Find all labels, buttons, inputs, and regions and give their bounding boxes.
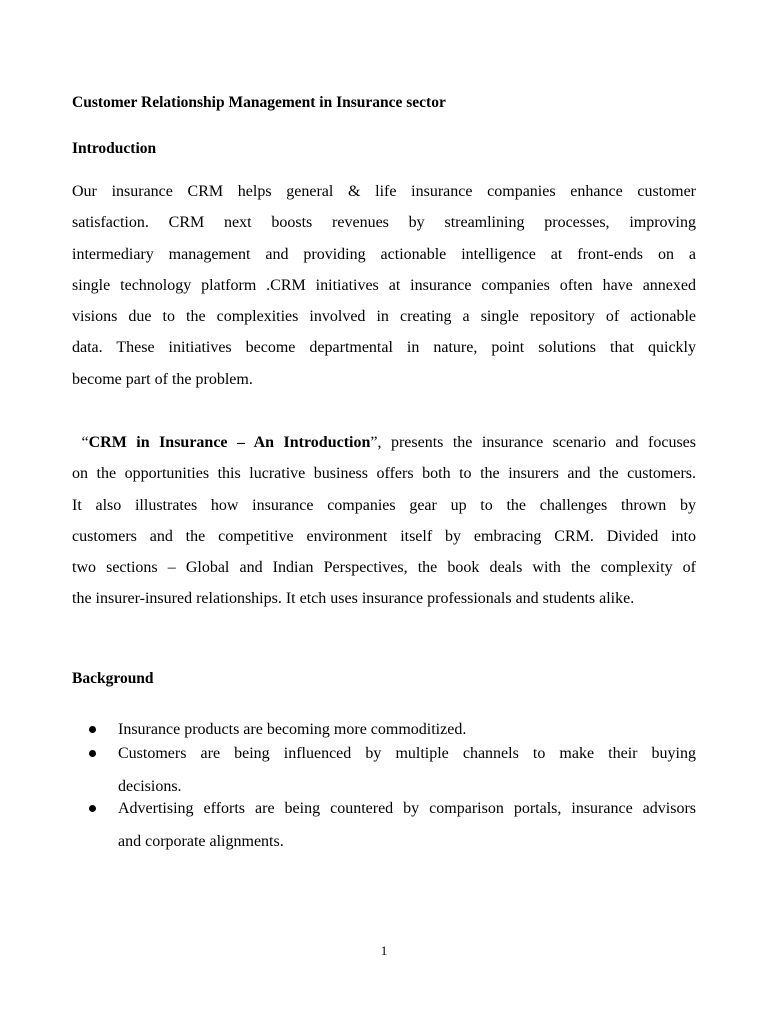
paragraph-line — [72, 432, 696, 463]
paragraph-line: It also illustrates how insurance companies gear up to the challenges thrown by — [72, 496, 696, 514]
list-item — [72, 719, 696, 741]
book-paragraph — [72, 432, 696, 620]
list-item-text: and corporate alignments. — [118, 833, 284, 850]
list-item — [72, 743, 696, 798]
bullet-icon — [89, 750, 96, 757]
bullet-icon — [89, 726, 96, 733]
paragraph-line: satisfaction. CRM next boosts revenues by streamlining processes, improving — [72, 214, 696, 232]
paragraph-line: on the opportunities this lucrative business offers both to the insurers and the customers. — [72, 465, 696, 483]
paragraph-text: ”, presents the insurance scenario and focuses — [370, 434, 696, 451]
list-item-text: Customers are being influenced by multiple channels to make their buying — [118, 745, 696, 762]
paragraph-line: single technology platform .CRM initiatives at insurance companies often have annexed — [72, 276, 696, 294]
paragraph-line: customers and the competitive environment itself by embracing CRM. Divided into — [72, 527, 696, 545]
background-heading: Background — [72, 670, 154, 687]
background-list — [72, 719, 696, 853]
paragraph-line: Our insurance CRM helps general & life insurance companies enhance customer — [72, 183, 696, 200]
bullet-icon — [89, 805, 96, 812]
page-number: 1 — [380, 943, 388, 958]
list-item-text: Advertising efforts are being countered by comparison portals, insurance advisors — [118, 800, 696, 817]
paragraph-line: become part of the problem. — [72, 370, 253, 388]
list-item-text: Insurance products are becoming more commoditized. — [118, 721, 467, 738]
paragraph-line: visions due to the complexities involved in creating a single repository of actionable — [72, 308, 696, 326]
introduction-heading: Introduction — [72, 140, 157, 157]
document-title: Customer Relationship Management in Insurance sector — [72, 94, 446, 111]
book-title: CRM in Insurance – An Introduction — [88, 434, 371, 451]
introduction-paragraph — [72, 181, 696, 400]
paragraph-line: two sections – Global and Indian Perspectives, the book deals with the complexity of — [72, 559, 696, 577]
list-item-text: decisions. — [118, 778, 182, 795]
paragraph-line: data. These initiatives become departmental in nature, point solutions that quickly — [72, 339, 696, 357]
paragraph-line: intermediary management and providing actionable intelligence at front-ends on a — [72, 245, 696, 263]
open-quote: “ — [72, 434, 89, 451]
paragraph-line: the insurer-insured relationships. It etch uses insurance professionals and students alike. — [72, 590, 635, 608]
list-item — [72, 798, 696, 853]
